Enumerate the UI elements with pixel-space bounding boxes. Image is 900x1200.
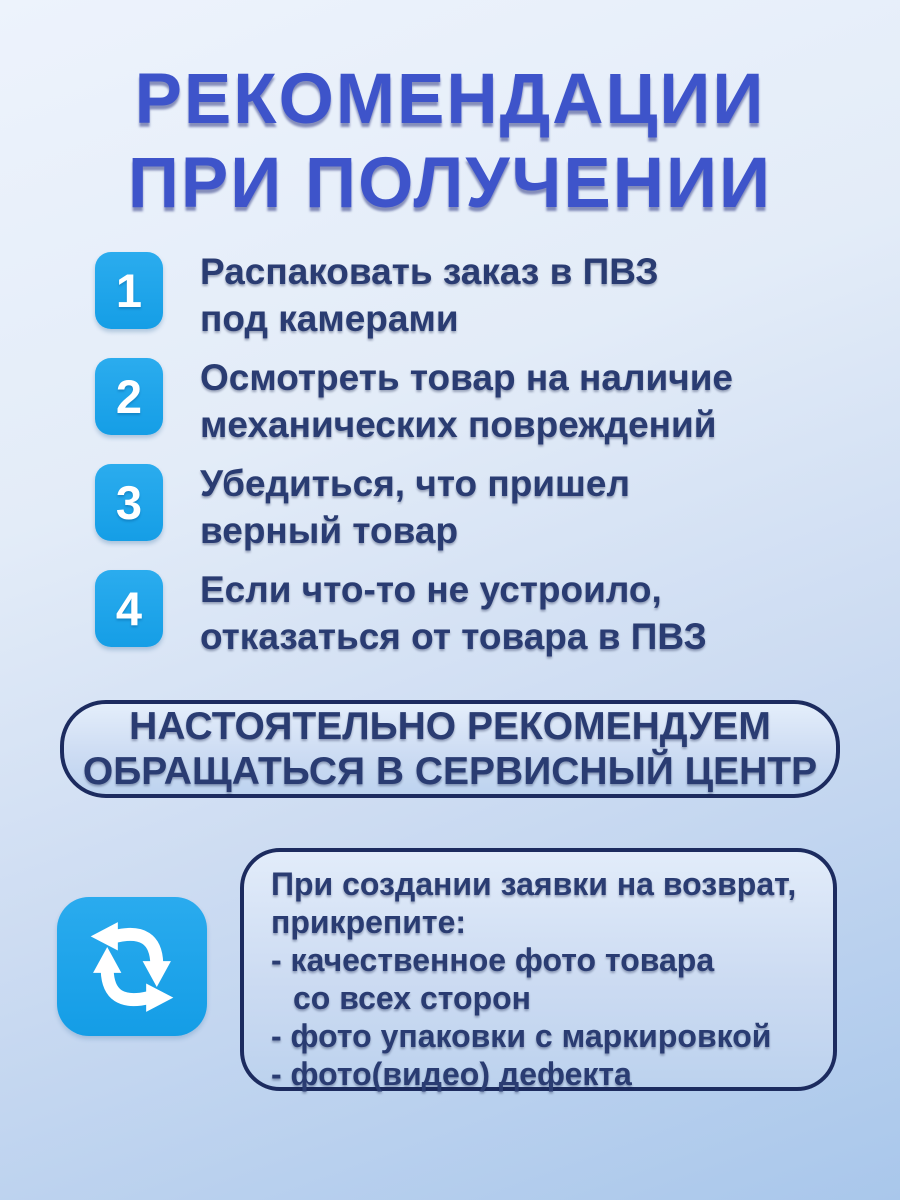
step-text-line2: под камерами (200, 298, 459, 339)
recommendation-banner (60, 700, 840, 798)
step-number-badge (95, 570, 163, 647)
step-text-line2: отказаться от товара в ПВЗ (200, 616, 707, 657)
step-number-badge (95, 252, 163, 329)
step-text (200, 353, 733, 448)
step-text (200, 247, 659, 342)
step-text (200, 565, 707, 660)
page-title (0, 58, 900, 226)
note-line-4: со всех сторон (293, 980, 531, 1016)
step-text-line1: Распаковать заказ в ПВЗ (200, 251, 659, 292)
step-text-line1: Если что-то не устроило, (200, 569, 662, 610)
step-number: 1 (115, 264, 143, 317)
step-item-4 (95, 565, 855, 660)
step-number-badge (95, 358, 163, 435)
step-text-line2: механических повреждений (200, 404, 717, 445)
step-text (200, 459, 630, 554)
note-line-6: - фото(видео) дефекта (271, 1056, 632, 1092)
note-line-2: прикрепите: (271, 904, 467, 940)
step-number: 3 (115, 476, 143, 529)
step-item-2 (95, 353, 855, 448)
step-text-line2: верный товар (200, 510, 459, 551)
note-line-3: - качественное фото товара (271, 942, 715, 978)
step-number-badge (95, 464, 163, 541)
return-note-box (240, 848, 837, 1091)
page-title-line1: РЕКОМЕНДАЦИИ (134, 60, 766, 139)
step-number: 2 (115, 370, 143, 423)
page-title-line2: ПРИ ПОЛУЧЕНИИ (127, 144, 773, 223)
banner-line1: НАСТОЯТЕЛЬНО РЕКОМЕНДУЕМ (129, 705, 771, 748)
exchange-arrows-icon (57, 897, 207, 1036)
step-item-1 (95, 247, 855, 342)
note-line-1: При создании заявки на возврат, (271, 866, 797, 902)
step-number: 4 (115, 582, 143, 635)
step-item-3 (95, 459, 855, 554)
note-line-5: - фото упаковки с маркировкой (271, 1018, 772, 1054)
step-text-line1: Убедиться, что пришел (200, 463, 630, 504)
banner-line2: ОБРАЩАТЬСЯ В СЕРВИСНЫЙ ЦЕНТР (82, 750, 818, 793)
step-text-line1: Осмотреть товар на наличие (200, 357, 734, 398)
steps-list (95, 247, 855, 671)
